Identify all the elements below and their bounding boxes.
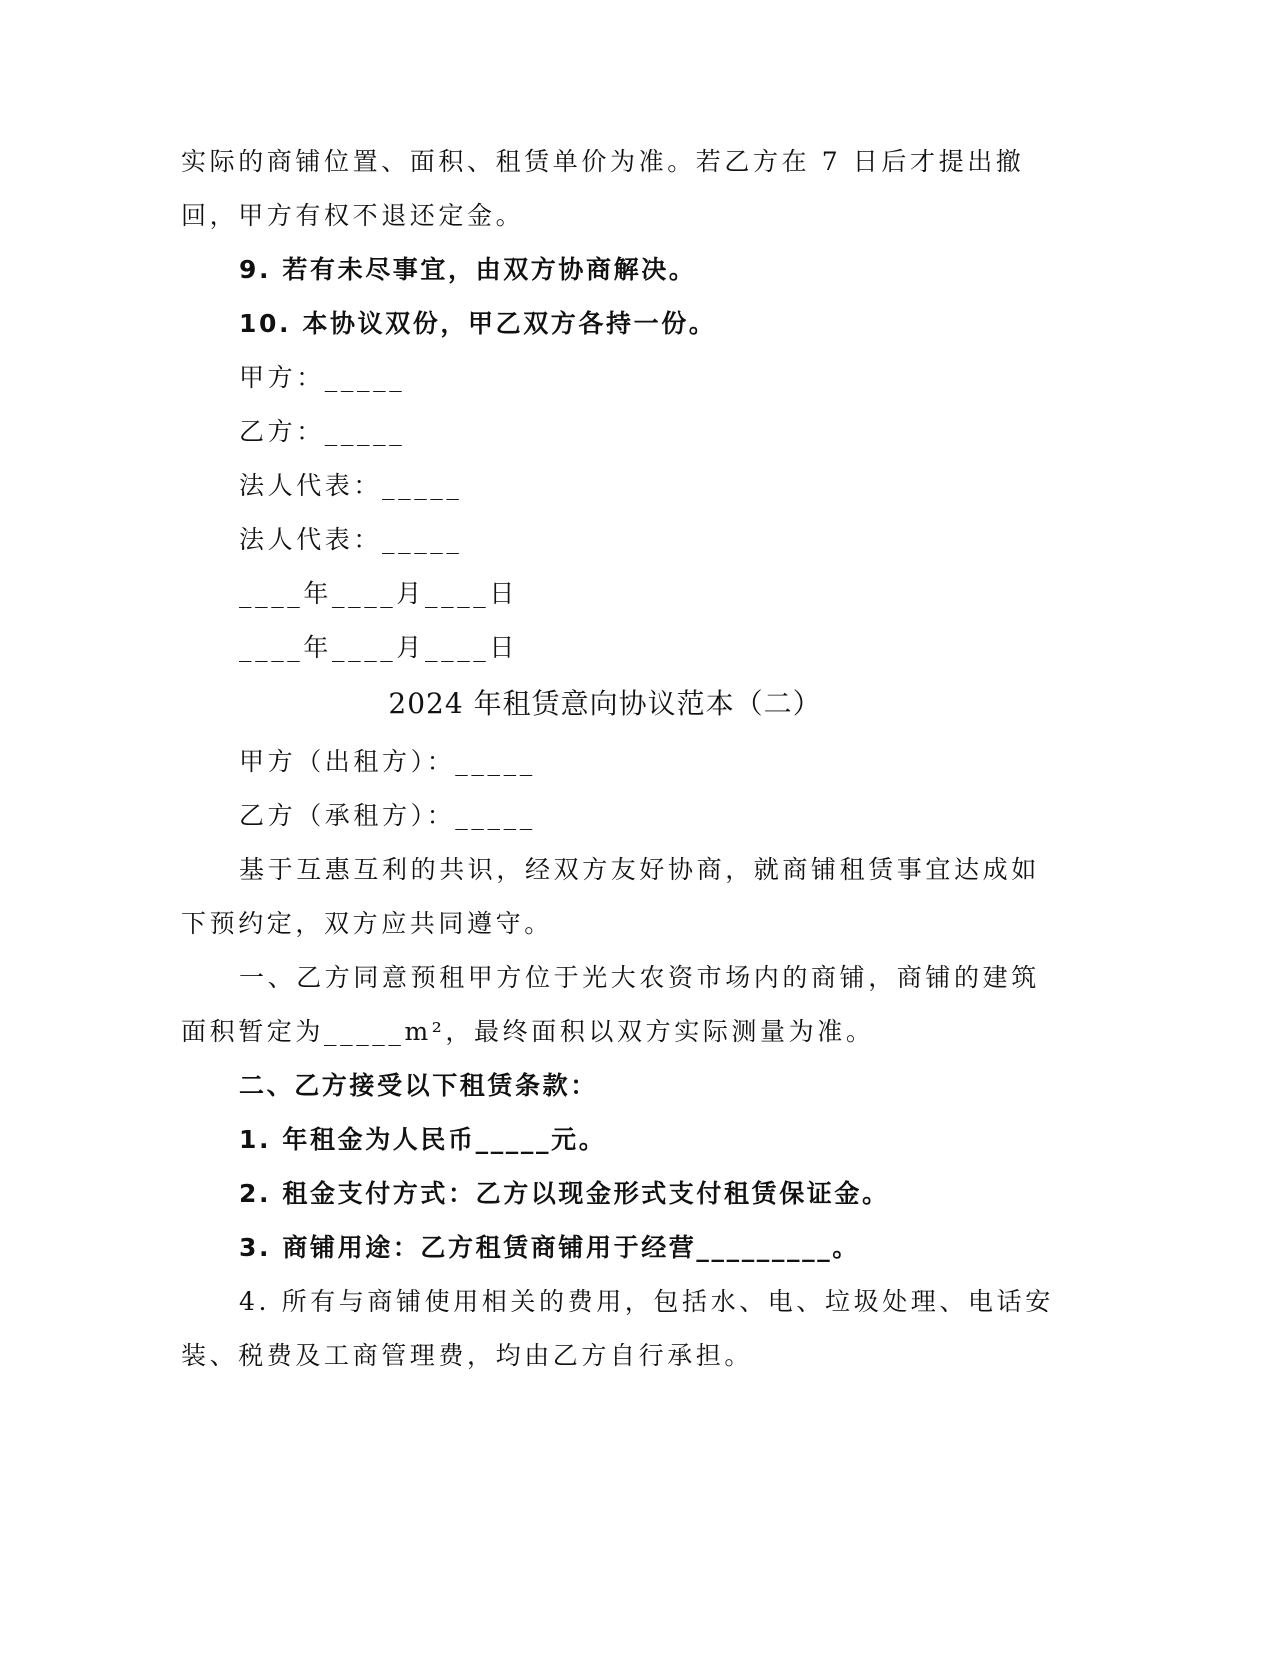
paragraph-line: 装、税费及工商管理费，均由乙方自行承担。: [181, 1341, 754, 1370]
term-2: 2. 租金支付方式：乙方以现金形式支付租赁保证金。: [239, 1179, 890, 1208]
signature-party-a: 甲方：_____: [239, 363, 406, 392]
paragraph-line: 一、乙方同意预租甲方位于光大农资市场内的商铺，商铺的建筑: [239, 963, 1040, 992]
paragraph-line: 回，甲方有权不退还定金。: [181, 201, 525, 230]
term-1: 1. 年租金为人民币_____元。: [239, 1125, 607, 1154]
term-3: 3. 商铺用途：乙方租赁商铺用于经营_________。: [239, 1233, 860, 1262]
term-4: 4. 所有与商铺使用相关的费用，包括水、电、垃圾处理、电话安: [239, 1287, 1054, 1316]
lessor-field: 甲方（出租方）：_____: [239, 747, 536, 776]
paragraph-line: 实际的商铺位置、面积、租赁单价为准。若乙方在 7 日后才提出撤: [181, 147, 1025, 176]
clause-9: 9. 若有未尽事宜，由双方协商解决。: [239, 255, 697, 284]
lessee-field: 乙方（承租方）：_____: [239, 801, 536, 830]
date-line-b: ____年____月____日: [239, 633, 519, 662]
date-line-a: ____年____月____日: [239, 579, 519, 608]
section-title: 2024 年租赁意向协议范本（二）: [388, 687, 822, 720]
paragraph-line: 下预约定，双方应共同遵守。: [181, 909, 553, 938]
legal-representative-a: 法人代表：_____: [239, 471, 463, 500]
legal-representative-b: 法人代表：_____: [239, 525, 463, 554]
paragraph-line: 面积暂定为_____m²，最终面积以双方实际测量为准。: [181, 1017, 875, 1046]
clause-10: 10. 本协议双份，甲乙双方各持一份。: [239, 309, 717, 338]
signature-party-b: 乙方：_____: [239, 417, 406, 446]
paragraph-line: 基于互惠互利的共识，经双方友好协商，就商铺租赁事宜达成如: [239, 855, 1040, 884]
terms-heading: 二、乙方接受以下租赁条款：: [239, 1071, 598, 1100]
